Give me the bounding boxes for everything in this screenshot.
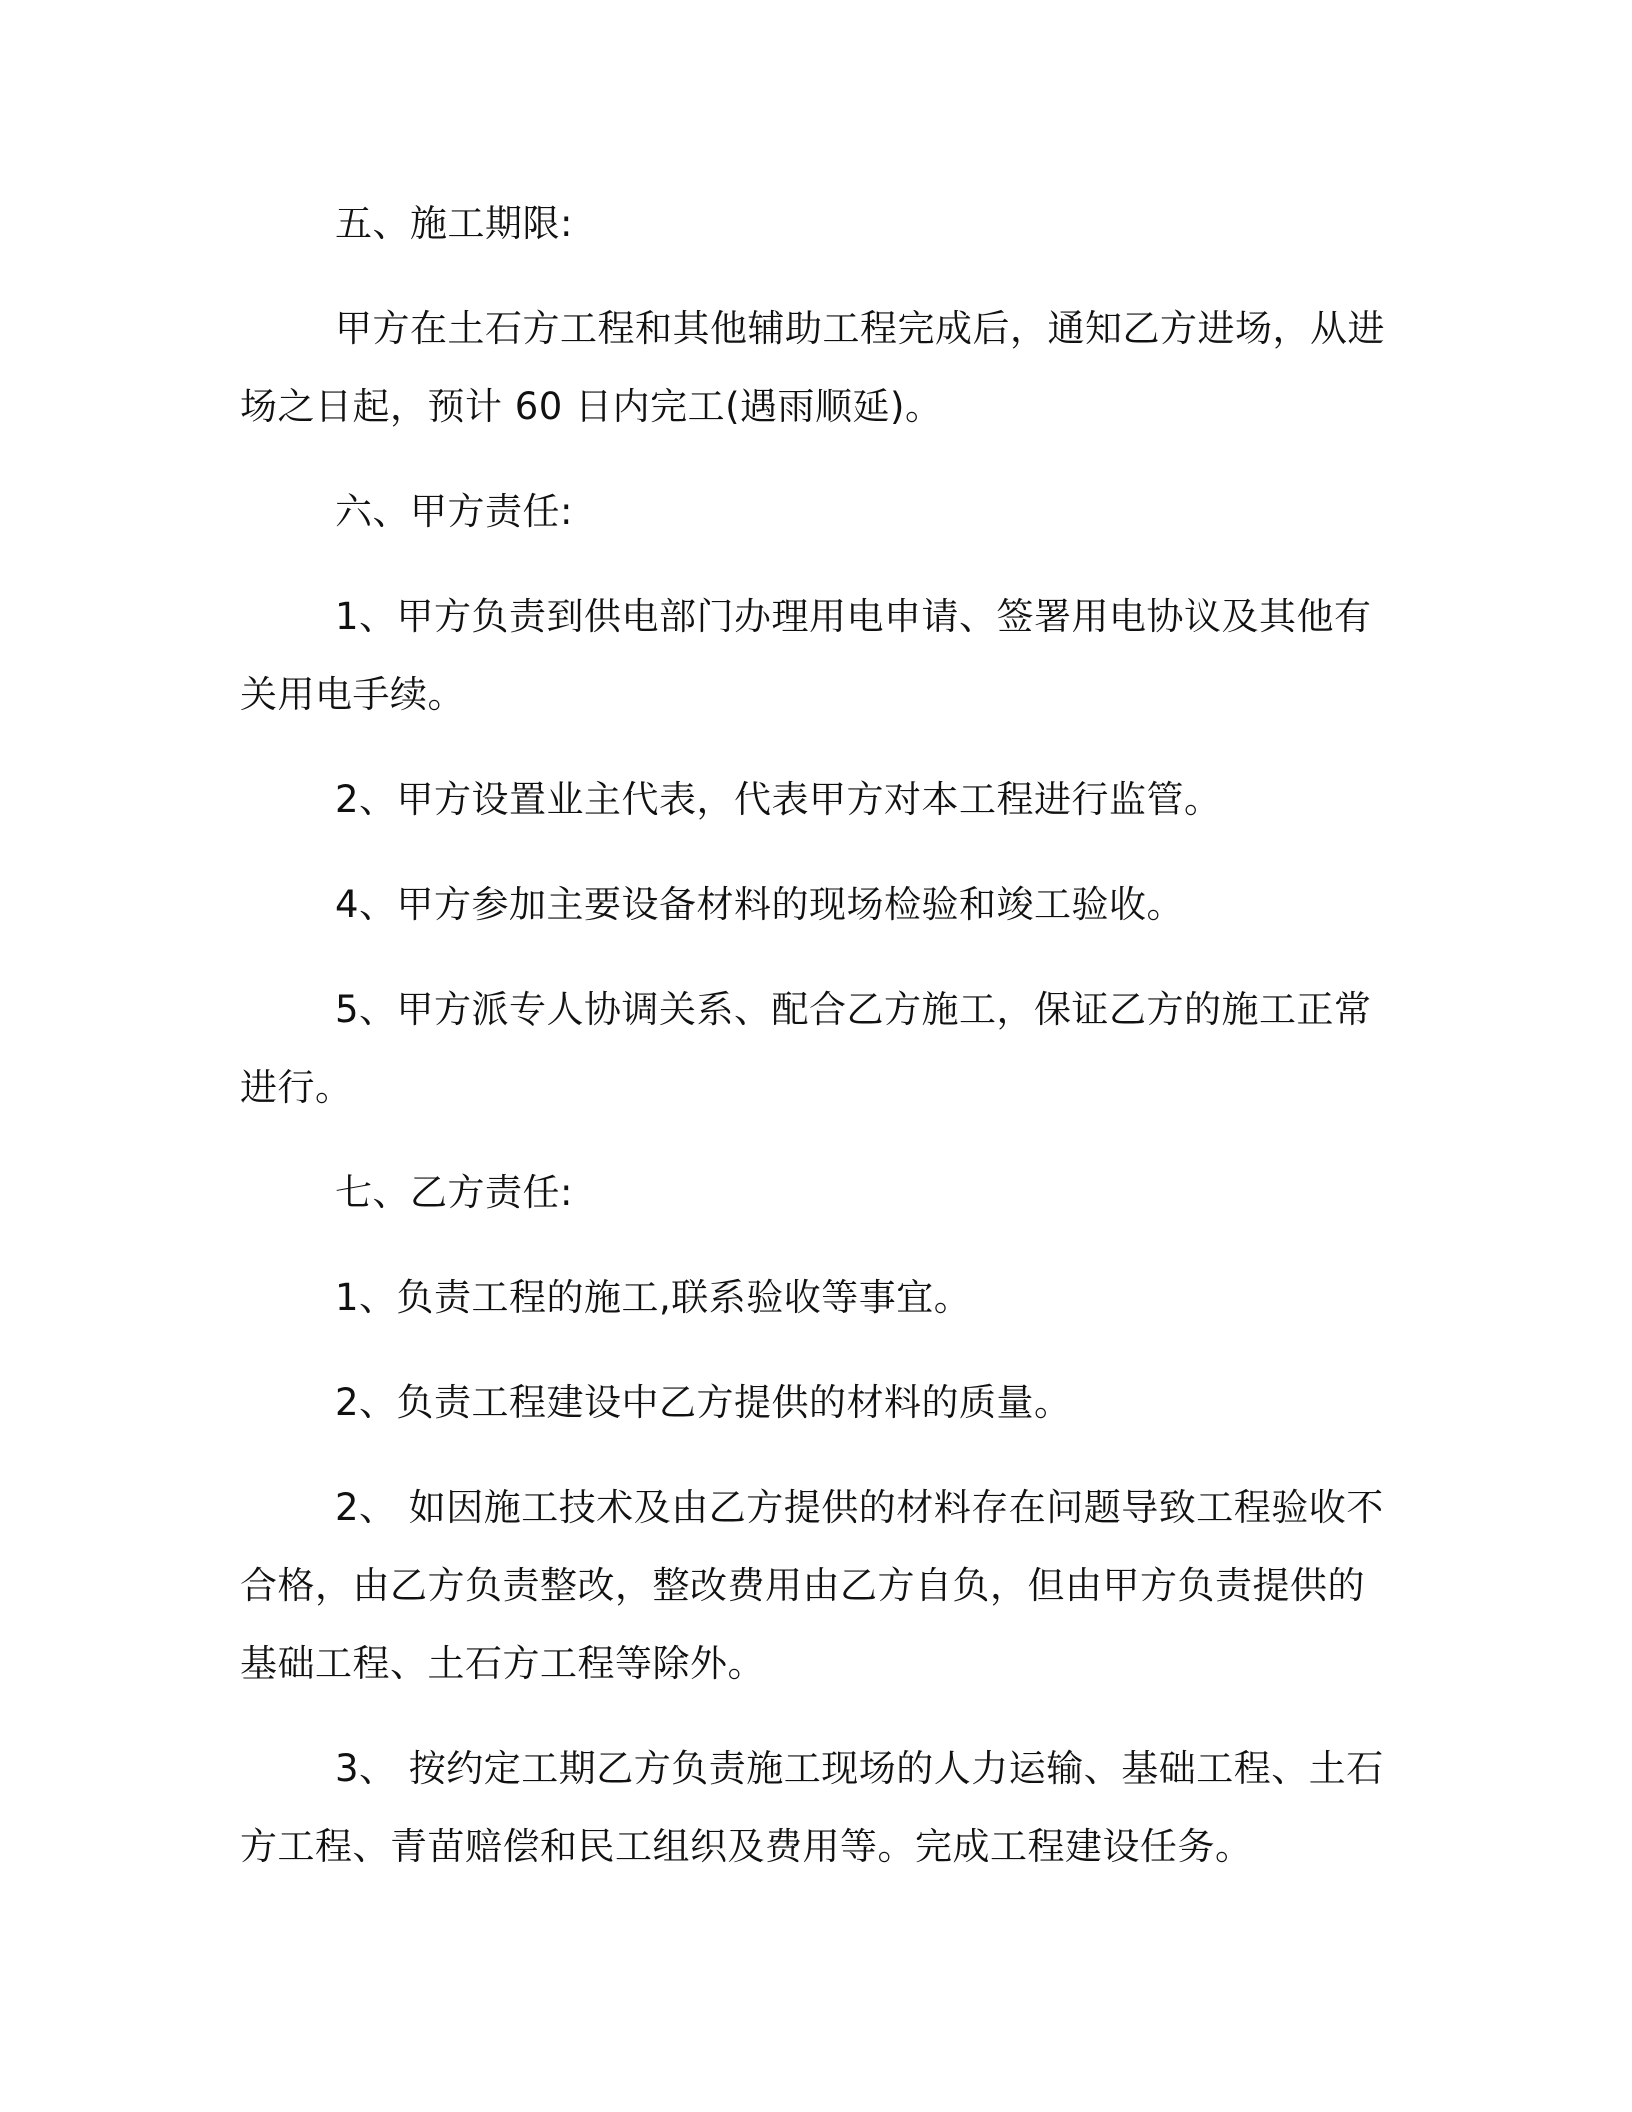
party-a-duty-item-1: 1、甲方负责到供电部门办理用电申请、签署用电协议及其他有关用电手续。 <box>240 595 1372 716</box>
party-b-duty-item-2: 2、负责工程建设中乙方提供的材料的质量。 <box>335 1381 1072 1424</box>
section-heading-party-b-duties: 七、乙方责任: <box>335 1171 573 1214</box>
party-a-duty-item-4: 4、甲方参加主要设备材料的现场检验和竣工验收。 <box>335 883 1185 926</box>
party-a-duty-item-5: 5、甲方派专人协调关系、配合乙方施工，保证乙方的施工正常进行。 <box>240 988 1372 1109</box>
document-body <box>240 185 1390 1913</box>
party-b-duty-item-1: 1、负责工程的施工,联系验收等事宜。 <box>335 1276 972 1319</box>
party-b-duty-item-3: 3、 按约定工期乙方负责施工现场的人力运输、基础工程、土石方工程、青苗赔偿和民工组织及费用等。完成工程建设任务。 <box>240 1747 1384 1868</box>
party-b-duty-item-2b: 2、 如因施工技术及由乙方提供的材料存在问题导致工程验收不合格，由乙方负责整改，整改费用由乙方自负，但由甲方负责提供的基础工程、土石方工程等除外。 <box>240 1486 1384 1685</box>
paragraph-construction-period: 甲方在土石方工程和其他辅助工程完成后，通知乙方进场，从进场之日起，预计 60 日内完工(遇雨顺延)。 <box>240 307 1385 428</box>
party-a-duty-item-2: 2、甲方设置业主代表，代表甲方对本工程进行监管。 <box>335 778 1222 821</box>
section-heading-construction-period: 五、施工期限: <box>335 202 573 245</box>
section-heading-party-a-duties: 六、甲方责任: <box>335 490 573 533</box>
